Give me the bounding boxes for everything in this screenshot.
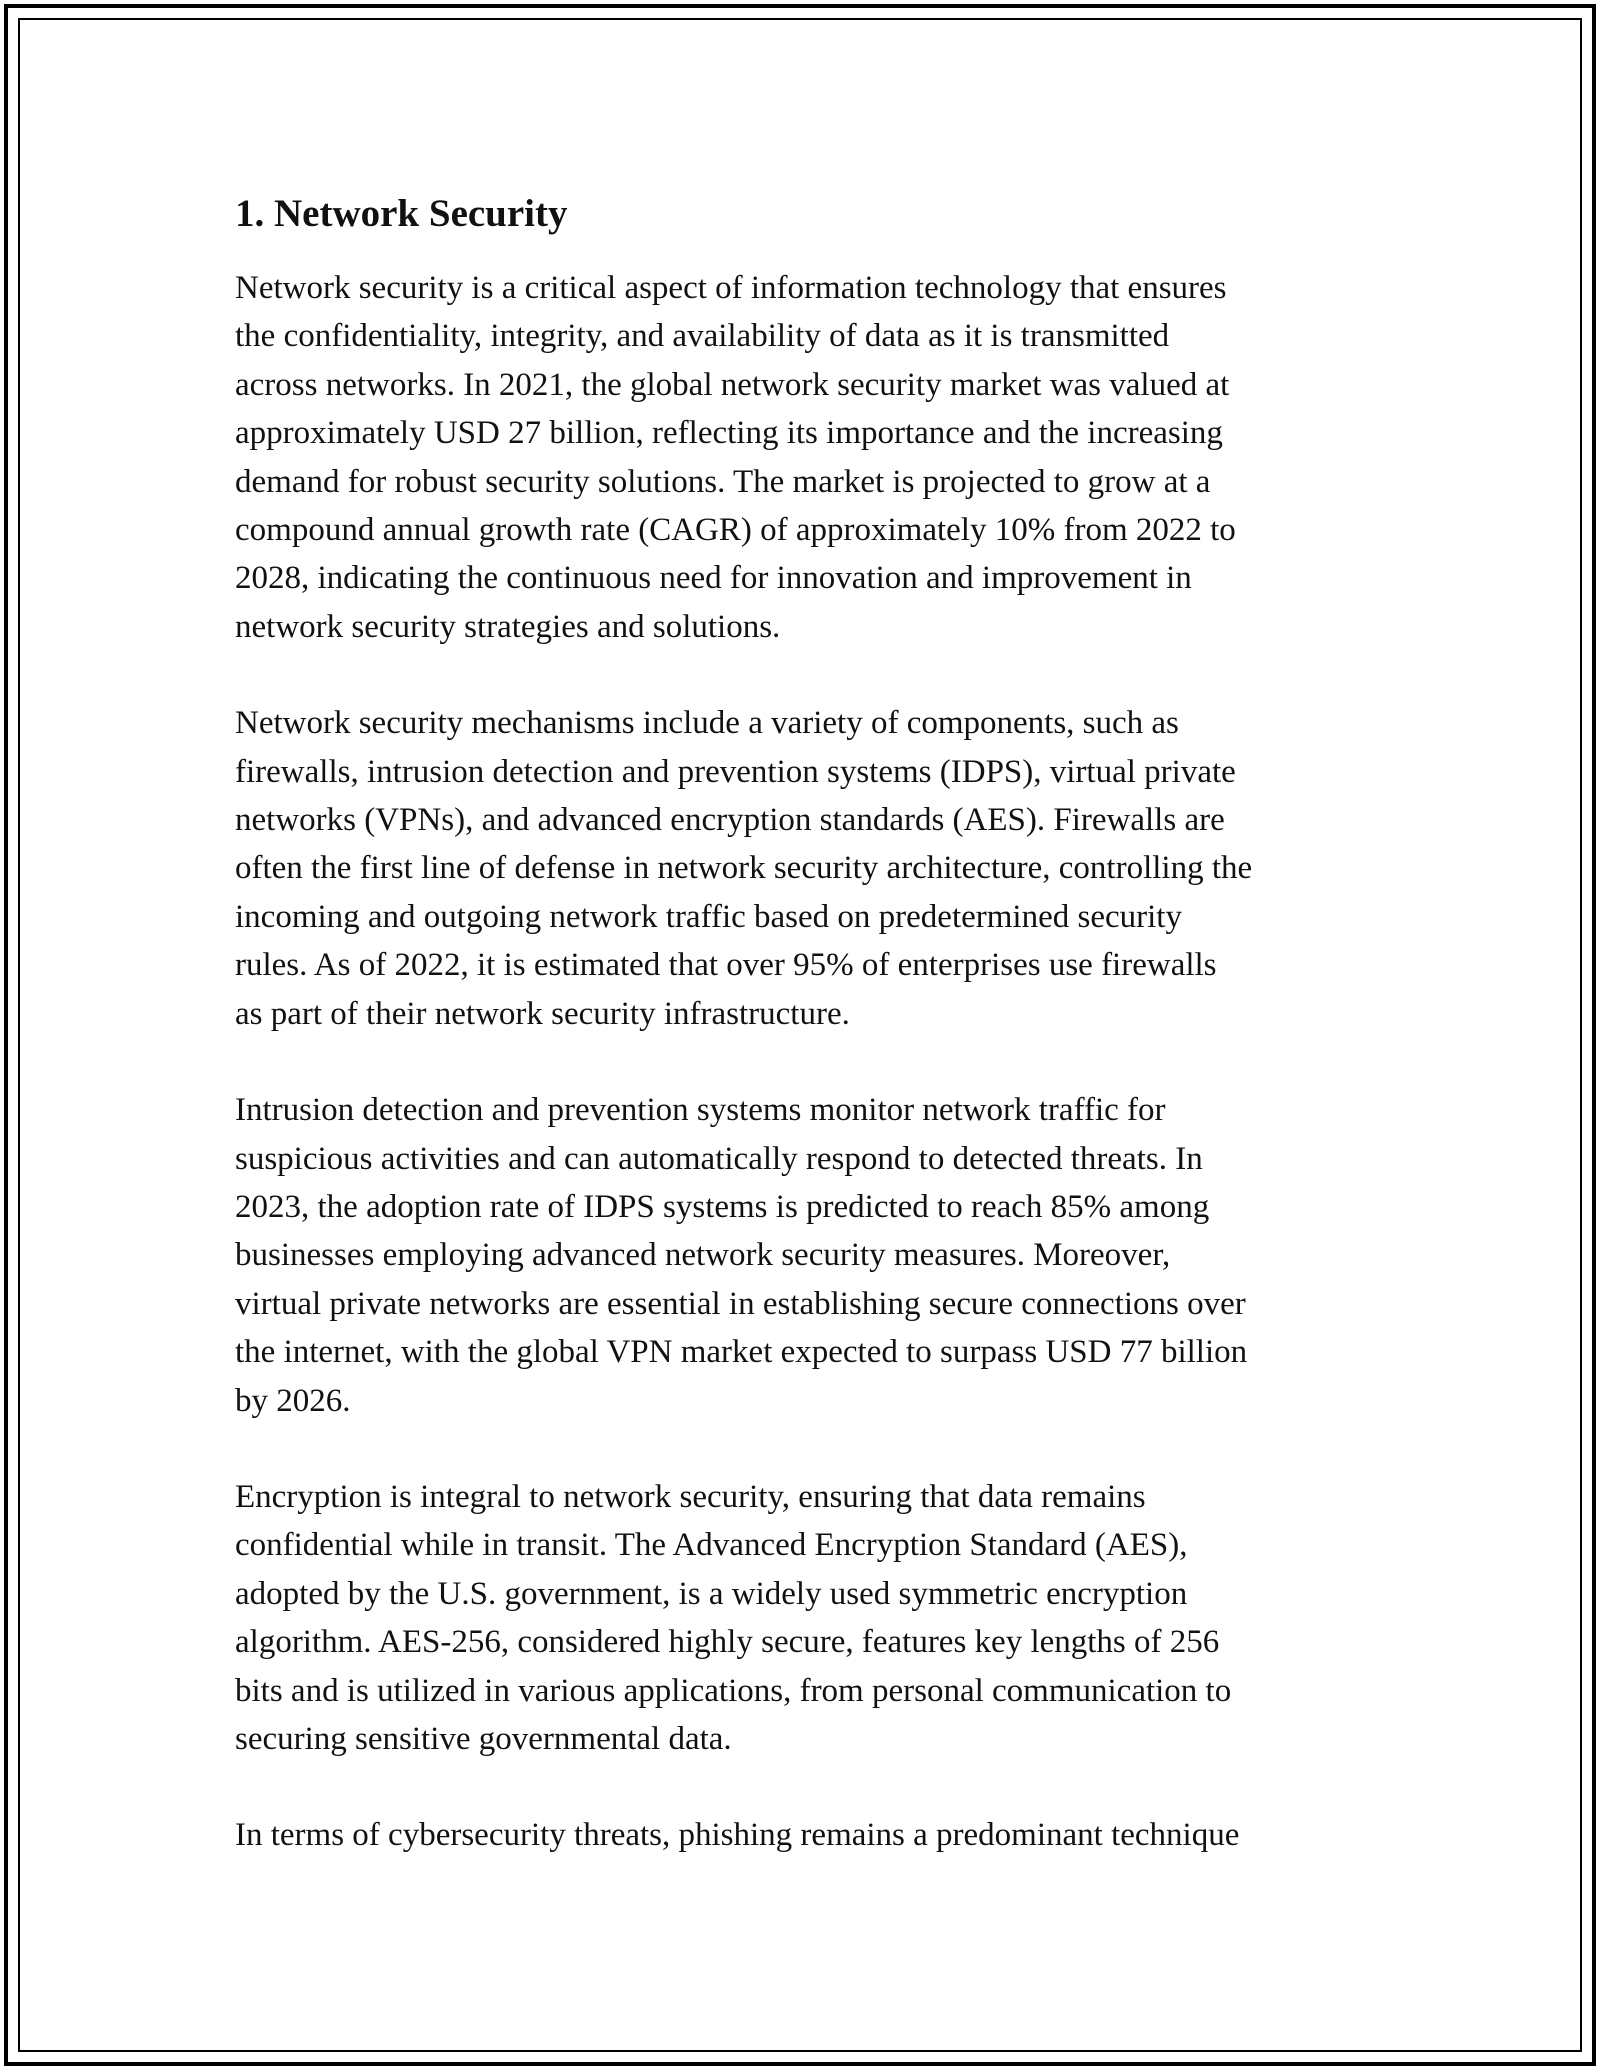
text-line: the confidentiality, integrity, and availability of data as it is transmitted <box>235 318 1170 355</box>
text-line: 2023, the adoption rate of IDPS systems is predicted to reach 85% among <box>235 1188 1210 1225</box>
text-line: 2028, indicating the continuous need for innovation and improvement in <box>235 560 1192 597</box>
text-line: incoming and outgoing network traffic based on predetermined security <box>235 898 1182 935</box>
paragraph-idps-vpn <box>235 1086 1375 1425</box>
paragraph-mechanisms <box>235 699 1375 1038</box>
text-line: networks (VPNs), and advanced encryption standards (AES). Firewalls are <box>235 802 1225 839</box>
text-line: compound annual growth rate (CAGR) of approximately 10% from 2022 to <box>235 512 1236 549</box>
text-line: as part of their network security infrastructure. <box>235 995 850 1032</box>
text-line: Network security is a critical aspect of information technology that ensures <box>235 270 1227 306</box>
text-line: approximately USD 27 billion, reflecting its importance and the increasing <box>235 415 1223 452</box>
text-line: In terms of cybersecurity threats, phishing remains a predominant technique <box>235 1817 1240 1854</box>
text-line: across networks. In 2021, the global network security market was valued at <box>235 366 1230 403</box>
text-line: virtual private networks are essential in establishing secure connections over <box>235 1285 1246 1322</box>
paragraph-encryption <box>235 1473 1375 1763</box>
text-line: firewalls, intrusion detection and prevention systems (IDPS), virtual private <box>235 753 1236 790</box>
text-line: demand for robust security solutions. The market is projected to grow at a <box>235 463 1211 500</box>
text-line: network security strategies and solutions. <box>235 608 781 645</box>
text-line: bits and is utilized in various applications, from personal communication to <box>235 1672 1232 1709</box>
paragraph-threats <box>235 1811 1375 1859</box>
text-line: Intrusion detection and prevention systems monitor network traffic for <box>235 1092 1166 1129</box>
text-line: Network security mechanisms include a variety of components, such as <box>235 705 1179 742</box>
text-line: the internet, with the global VPN market expected to surpass USD 77 billion <box>235 1334 1248 1371</box>
text-line: rules. As of 2022, it is estimated that over 95% of enterprises use firewalls <box>235 947 1217 984</box>
text-line: confidential while in transit. The Advanced Encryption Standard (AES), <box>235 1527 1188 1564</box>
text-line: adopted by the U.S. government, is a widely used symmetric encryption <box>235 1575 1188 1612</box>
paragraph-market-overview <box>235 264 1375 651</box>
text-line: by 2026. <box>235 1382 351 1419</box>
text-line: securing sensitive governmental data. <box>235 1720 732 1757</box>
text-line: suspicious activities and can automatically respond to detected threats. In <box>235 1140 1203 1177</box>
text-line: algorithm. AES-256, considered highly secure, features key lengths of 256 <box>235 1624 1220 1661</box>
document-body <box>235 190 1375 1908</box>
text-line: often the first line of defense in network security architecture, controlling the <box>235 850 1253 887</box>
text-line: businesses employing advanced network security measures. Moreover, <box>235 1237 1171 1274</box>
section-heading: 1. Network Security <box>235 192 568 235</box>
text-line: Encryption is integral to network security, ensuring that data remains <box>235 1478 1146 1515</box>
